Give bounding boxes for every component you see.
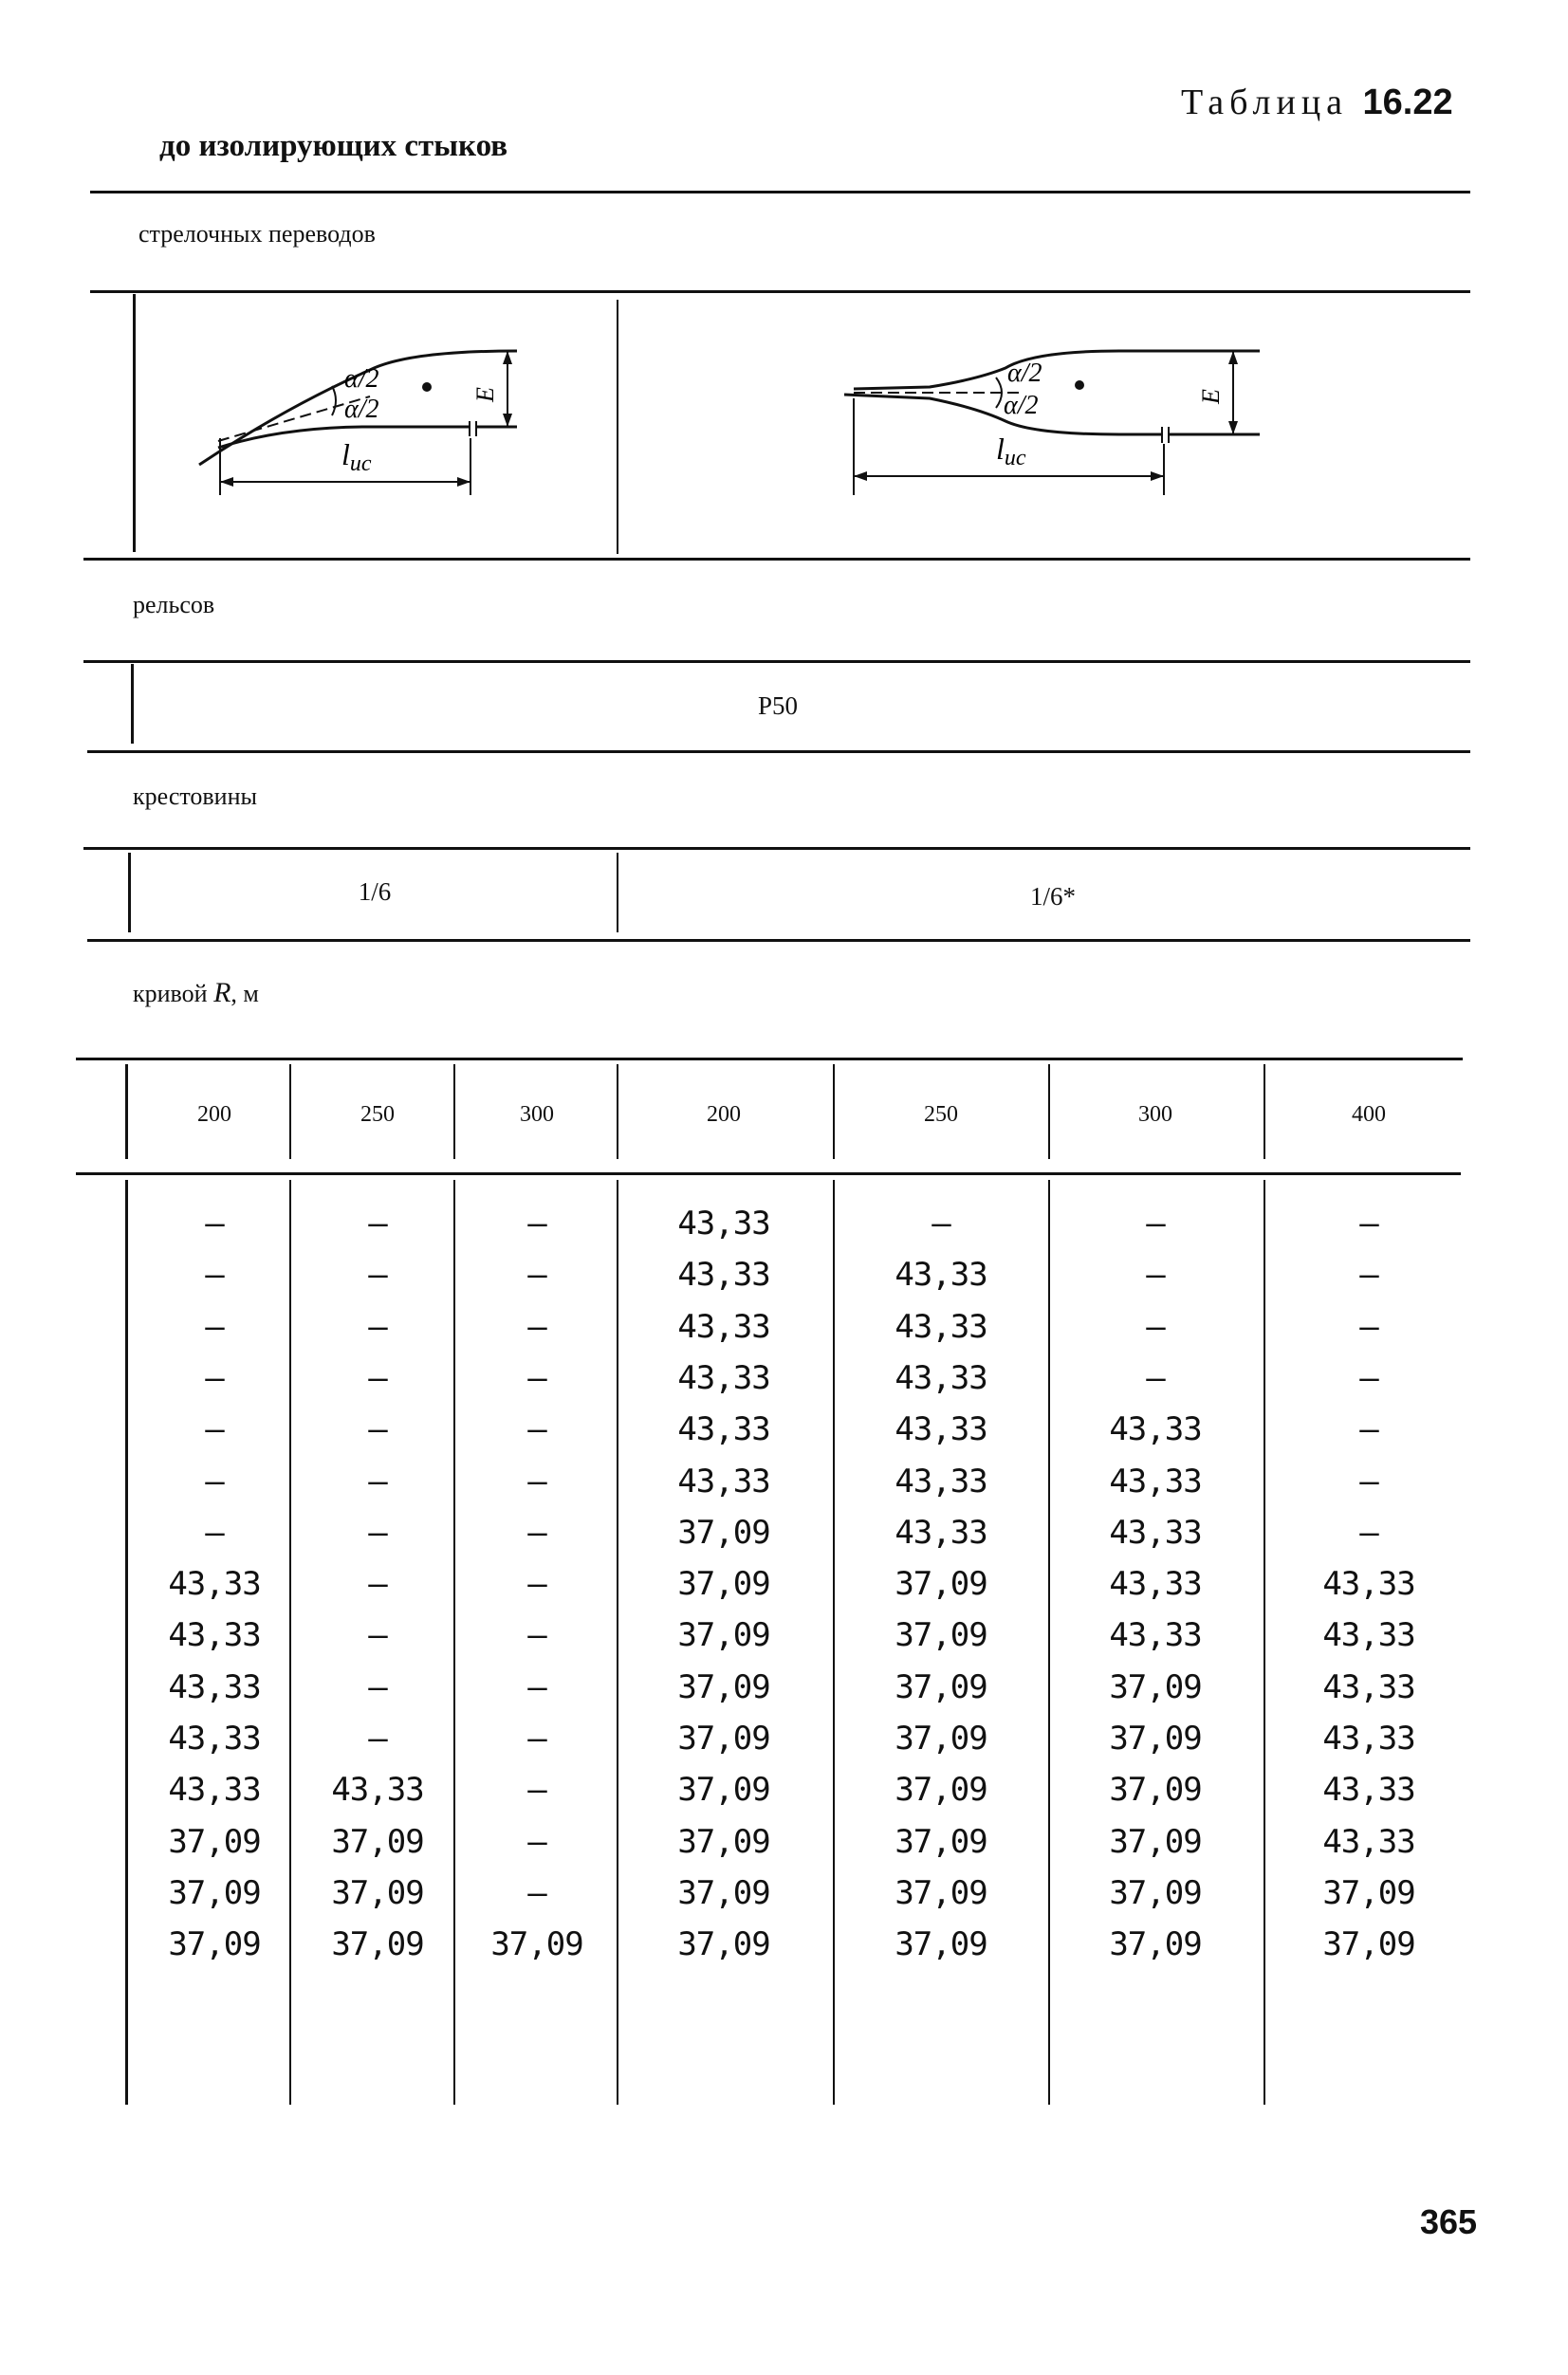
table-cell: 37,09 — [1109, 1667, 1202, 1706]
rule-frogs-top — [83, 847, 1470, 850]
table-cell: 37,09 — [168, 1925, 261, 1964]
table-cell: 37,09 — [895, 1822, 987, 1861]
table-cell: 43,33 — [168, 1565, 261, 1604]
rule-frogs-bottom — [87, 939, 1470, 942]
rule-curve-top — [76, 1058, 1463, 1060]
switches-divider — [617, 300, 618, 554]
table-cell: — — [527, 1873, 546, 1912]
left-offset-label: E — [471, 387, 499, 402]
table-cell: 43,33 — [168, 1616, 261, 1655]
table-cell: — — [527, 1771, 546, 1810]
table-cell: 37,09 — [1109, 1873, 1202, 1912]
table-cell: — — [527, 1256, 546, 1295]
rails-label: рельсов — [133, 591, 215, 618]
table-cell: 43,33 — [1109, 1410, 1202, 1449]
header-column-divider — [289, 1064, 291, 1159]
table-cell: 43,33 — [895, 1358, 987, 1397]
frogs-divider — [617, 853, 618, 932]
frog-left: 1/6 — [358, 877, 392, 906]
table-cell: 37,09 — [677, 1513, 770, 1552]
table-cell: — — [527, 1565, 546, 1604]
table-cell: — — [527, 1822, 546, 1861]
table-cell: — — [1359, 1256, 1378, 1295]
table-cell: — — [1146, 1358, 1165, 1397]
table-cell: 43,33 — [1109, 1462, 1202, 1500]
table-cell: 37,09 — [677, 1873, 770, 1912]
table-cell: — — [368, 1513, 387, 1552]
table-cell: 37,09 — [168, 1822, 261, 1861]
table-cell: — — [368, 1307, 387, 1346]
table-cell: — — [527, 1616, 546, 1655]
table-cell: 37,09 — [490, 1925, 583, 1964]
table-cell: 37,09 — [1109, 1720, 1202, 1758]
body-column-divider — [833, 1180, 835, 2105]
table-cell: — — [205, 1256, 224, 1295]
header-column-divider — [1048, 1064, 1050, 1159]
table-cell: — — [527, 1720, 546, 1758]
table-cell: 43,33 — [168, 1667, 261, 1706]
table-cell: — — [368, 1720, 387, 1758]
table-cell: — — [368, 1410, 387, 1449]
switches-label: стрелочных переводов — [138, 220, 376, 248]
radius-header: 400 — [1352, 1102, 1386, 1127]
table-cell: 37,09 — [168, 1873, 261, 1912]
table-cell: 37,09 — [331, 1925, 424, 1964]
table-cell: — — [368, 1462, 387, 1500]
table-cell: 37,09 — [677, 1616, 770, 1655]
table-cell: — — [205, 1513, 224, 1552]
table-cell: — — [1359, 1462, 1378, 1500]
table-word: Таблица — [1181, 83, 1349, 122]
table-cell: 37,09 — [331, 1873, 424, 1912]
rail-type: Р50 — [757, 691, 799, 720]
rails-border-left — [131, 664, 134, 744]
table-cell: 37,09 — [677, 1771, 770, 1810]
table-cell: 43,33 — [677, 1462, 770, 1500]
table-cell: — — [368, 1205, 387, 1243]
table-cell: — — [205, 1205, 224, 1243]
rule-top — [90, 191, 1470, 193]
table-cell: 37,09 — [677, 1925, 770, 1964]
radius-header: 300 — [520, 1102, 554, 1127]
table-cell: 37,09 — [677, 1667, 770, 1706]
rule-header-bottom — [76, 1172, 1461, 1175]
table-cell: 43,33 — [677, 1410, 770, 1449]
body-column-divider — [453, 1180, 455, 2105]
table-cell: 43,33 — [1109, 1565, 1202, 1604]
table-cell: 37,09 — [895, 1873, 987, 1912]
table-cell: 43,33 — [895, 1462, 987, 1500]
frogs-label: крестовины — [133, 782, 257, 810]
rule-switches-top — [90, 290, 1470, 293]
table-cell: 43,33 — [1322, 1667, 1415, 1706]
table-cell: 43,33 — [895, 1307, 987, 1346]
body-column-divider — [125, 1180, 128, 2105]
table-cell: — — [1359, 1513, 1378, 1552]
table-cell: — — [368, 1616, 387, 1655]
switches-border-left — [133, 294, 136, 552]
table-caption — [1181, 82, 1453, 123]
table-cell: — — [205, 1307, 224, 1346]
table-cell: 37,09 — [895, 1720, 987, 1758]
table-cell: 37,09 — [895, 1925, 987, 1964]
left-length-label: lис — [341, 437, 372, 476]
rule-switches-bottom — [83, 558, 1470, 561]
table-cell: 37,09 — [1109, 1822, 1202, 1861]
rule-rails-bottom — [87, 750, 1470, 753]
table-cell: 37,09 — [677, 1720, 770, 1758]
table-cell: — — [368, 1256, 387, 1295]
body-column-divider — [617, 1180, 618, 2105]
frog-right: 1/6* — [1029, 882, 1076, 911]
right-alpha-bottom-label: α/2 — [1004, 391, 1039, 420]
table-cell: — — [1146, 1205, 1165, 1243]
table-cell: 43,33 — [331, 1771, 424, 1810]
table-cell: 37,09 — [331, 1822, 424, 1861]
table-cell: — — [1359, 1205, 1378, 1243]
table-cell: 37,09 — [895, 1667, 987, 1706]
radius-header: 200 — [197, 1102, 231, 1127]
table-cell: 43,33 — [677, 1205, 770, 1243]
header-column-divider — [453, 1064, 455, 1159]
table-cell: — — [1359, 1410, 1378, 1449]
table-cell: 43,33 — [677, 1358, 770, 1397]
table-cell: 37,09 — [677, 1822, 770, 1861]
curve-label: кривой R, м — [133, 977, 259, 1008]
table-cell: 43,33 — [1322, 1616, 1415, 1655]
header-column-divider — [125, 1064, 128, 1159]
table-cell: 37,09 — [1322, 1873, 1415, 1912]
page-number: 365 — [1420, 2202, 1478, 2241]
left-switch-diagram — [190, 322, 550, 503]
table-cell: — — [527, 1462, 546, 1500]
table-cell: — — [205, 1462, 224, 1500]
page-subtitle: до изолирующих стыков — [159, 129, 508, 163]
table-cell: — — [1146, 1256, 1165, 1295]
table-cell: — — [1359, 1358, 1378, 1397]
table-cell: — — [527, 1358, 546, 1397]
table-cell: 43,33 — [1322, 1822, 1415, 1861]
table-cell: — — [205, 1410, 224, 1449]
table-cell: 37,09 — [895, 1565, 987, 1604]
table-cell: — — [527, 1205, 546, 1243]
table-cell: 43,33 — [895, 1513, 987, 1552]
table-number: 16.22 — [1362, 83, 1453, 122]
table-cell: 43,33 — [677, 1256, 770, 1295]
table-cell: 43,33 — [168, 1771, 261, 1810]
body-column-divider — [1048, 1180, 1050, 2105]
left-alpha-bottom-label: α/2 — [344, 395, 379, 424]
header-column-divider — [1264, 1064, 1265, 1159]
table-cell: 43,33 — [1109, 1616, 1202, 1655]
right-offset-label: E — [1197, 389, 1225, 404]
frogs-border-left — [128, 853, 131, 932]
table-cell: 43,33 — [1322, 1771, 1415, 1810]
table-cell: — — [1359, 1307, 1378, 1346]
table-cell: 37,09 — [1109, 1925, 1202, 1964]
radius-header: 300 — [1138, 1102, 1172, 1127]
table-cell: 43,33 — [1322, 1720, 1415, 1758]
header-column-divider — [617, 1064, 618, 1159]
right-length-label: lис — [996, 432, 1026, 470]
table-cell: 43,33 — [895, 1410, 987, 1449]
left-alpha-top-label: α/2 — [344, 364, 379, 394]
table-cell: 37,09 — [1109, 1771, 1202, 1810]
header-column-divider — [833, 1064, 835, 1159]
radius-header: 200 — [707, 1102, 741, 1127]
table-cell: — — [368, 1667, 387, 1706]
table-cell: — — [527, 1513, 546, 1552]
radius-header: 250 — [924, 1102, 958, 1127]
table-cell: — — [527, 1410, 546, 1449]
table-cell: — — [527, 1307, 546, 1346]
right-alpha-top-label: α/2 — [1007, 359, 1042, 388]
body-column-divider — [1264, 1180, 1265, 2105]
table-cell: 37,09 — [895, 1771, 987, 1810]
table-cell: 43,33 — [1322, 1565, 1415, 1604]
rule-rails-top — [83, 660, 1470, 663]
table-cell: — — [932, 1205, 950, 1243]
table-cell: — — [205, 1358, 224, 1397]
table-cell: 37,09 — [895, 1616, 987, 1655]
right-switch-diagram — [835, 322, 1281, 503]
radius-header: 250 — [360, 1102, 395, 1127]
table-cell: 43,33 — [168, 1720, 261, 1758]
table-cell: 43,33 — [1109, 1513, 1202, 1552]
table-cell: 43,33 — [895, 1256, 987, 1295]
table-cell: — — [368, 1358, 387, 1397]
table-cell: 43,33 — [677, 1307, 770, 1346]
table-cell: — — [1146, 1307, 1165, 1346]
table-cell: — — [368, 1565, 387, 1604]
table-cell: — — [527, 1667, 546, 1706]
table-cell: 37,09 — [677, 1565, 770, 1604]
table-cell: 37,09 — [1322, 1925, 1415, 1964]
